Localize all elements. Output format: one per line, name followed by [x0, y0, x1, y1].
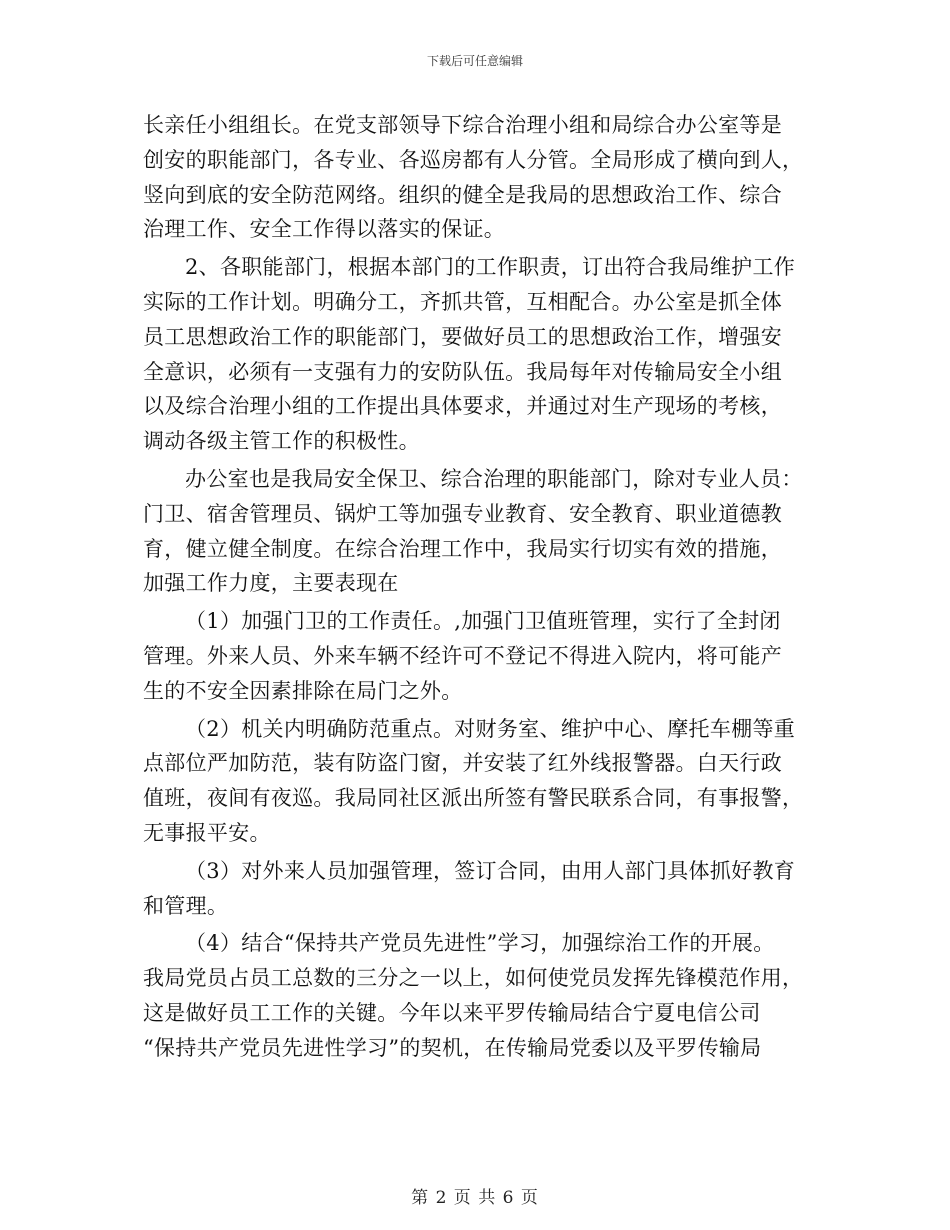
text-line: 2、各职能部门，根据本部门的工作职责，订出符合我局维护工作: [185, 255, 796, 280]
paragraph: [143, 604, 815, 708]
paragraph: [143, 108, 815, 247]
page-header: 下载后可任意编辑: [426, 54, 523, 68]
text-line: 无事报平安。: [143, 820, 271, 845]
paragraph: [143, 250, 815, 459]
text-line: 生的不安全因素排除在局门之外。: [143, 678, 463, 703]
page-number-footer: 第 2 页 共 6 页: [411, 1188, 539, 1208]
paragraph: [143, 854, 815, 924]
text-line: （3）对外来人员加强管理，签订合同，由用人部门具体抓好教育: [185, 858, 796, 883]
text-line: 加强工作力度，主要表现在: [143, 571, 399, 596]
text-line: 实际的工作计划。明确分工，齐抓共管，互相配合。办公室是抓全体: [143, 289, 782, 314]
text-line: （1）加强门卫的工作责任。,加强门卫值班管理，实行了全封闭: [185, 609, 781, 634]
text-line: 点部位严加防范，装有防盗门窗，并安装了红外线报警器。白天行政: [143, 751, 782, 776]
text-line: （4）结合“保持共产党员先进性”学习，加强综治工作的开展。: [185, 931, 775, 956]
text-line: “保持共产党员先进性学习”的契机，在传输局党委以及平罗传输局: [143, 1035, 762, 1060]
text-line: 员工思想政治工作的职能部门，要做好员工的思想政治工作，增强安: [143, 324, 782, 349]
text-line: 门卫、宿舍管理员、锅炉工等加强专业教育、安全教育、职业道德教: [143, 501, 782, 526]
text-line: 和管理。: [143, 893, 229, 918]
paragraph: [143, 712, 815, 851]
document-body: [143, 108, 815, 1066]
text-line: 长亲任小组组长。在党支部领导下综合治理小组和局综合办公室等是: [143, 113, 782, 137]
text-line: 我局党员占员工总数的三分之一以上，如何使党员发挥先锋模范作用，: [143, 966, 804, 991]
text-line: 以及综合治理小组的工作提出具体要求，并通过对生产现场的考核，: [143, 394, 782, 419]
paragraph: [143, 926, 815, 1065]
text-line: 调动各级主管工作的积极性。: [143, 429, 420, 454]
text-line: 办公室也是我局安全保卫、综合治理的职能部门，除对专业人员：: [185, 466, 803, 491]
text-line: （2）机关内明确防范重点。对财务室、维护中心、摩托车棚等重: [185, 716, 796, 741]
text-line: 全意识，必须有一支强有力的安防队伍。我局每年对传输局安全小组: [143, 359, 782, 384]
paragraph: [143, 462, 815, 601]
text-line: 管理。外来人员、外来车辆不经许可不登记不得进入院内，将可能产: [143, 643, 782, 668]
text-line: 治理工作、安全工作得以落实的保证。: [143, 217, 506, 242]
text-line: 竖向到底的安全防范网络。组织的健全是我局的思想政治工作、综合: [143, 182, 782, 207]
text-line: 这是做好员工工作的关键。今年以来平罗传输局结合宁夏电信公司: [143, 1000, 761, 1025]
text-line: 创安的职能部门，各专业、各巡房都有人分管。全局形成了横向到人，: [143, 147, 804, 172]
text-line: 值班，夜间有夜巡。我局同社区派出所签有警民联系合同，有事报警，: [143, 786, 804, 811]
text-line: 育，健立健全制度。在综合治理工作中，我局实行切实有效的措施，: [143, 536, 782, 561]
